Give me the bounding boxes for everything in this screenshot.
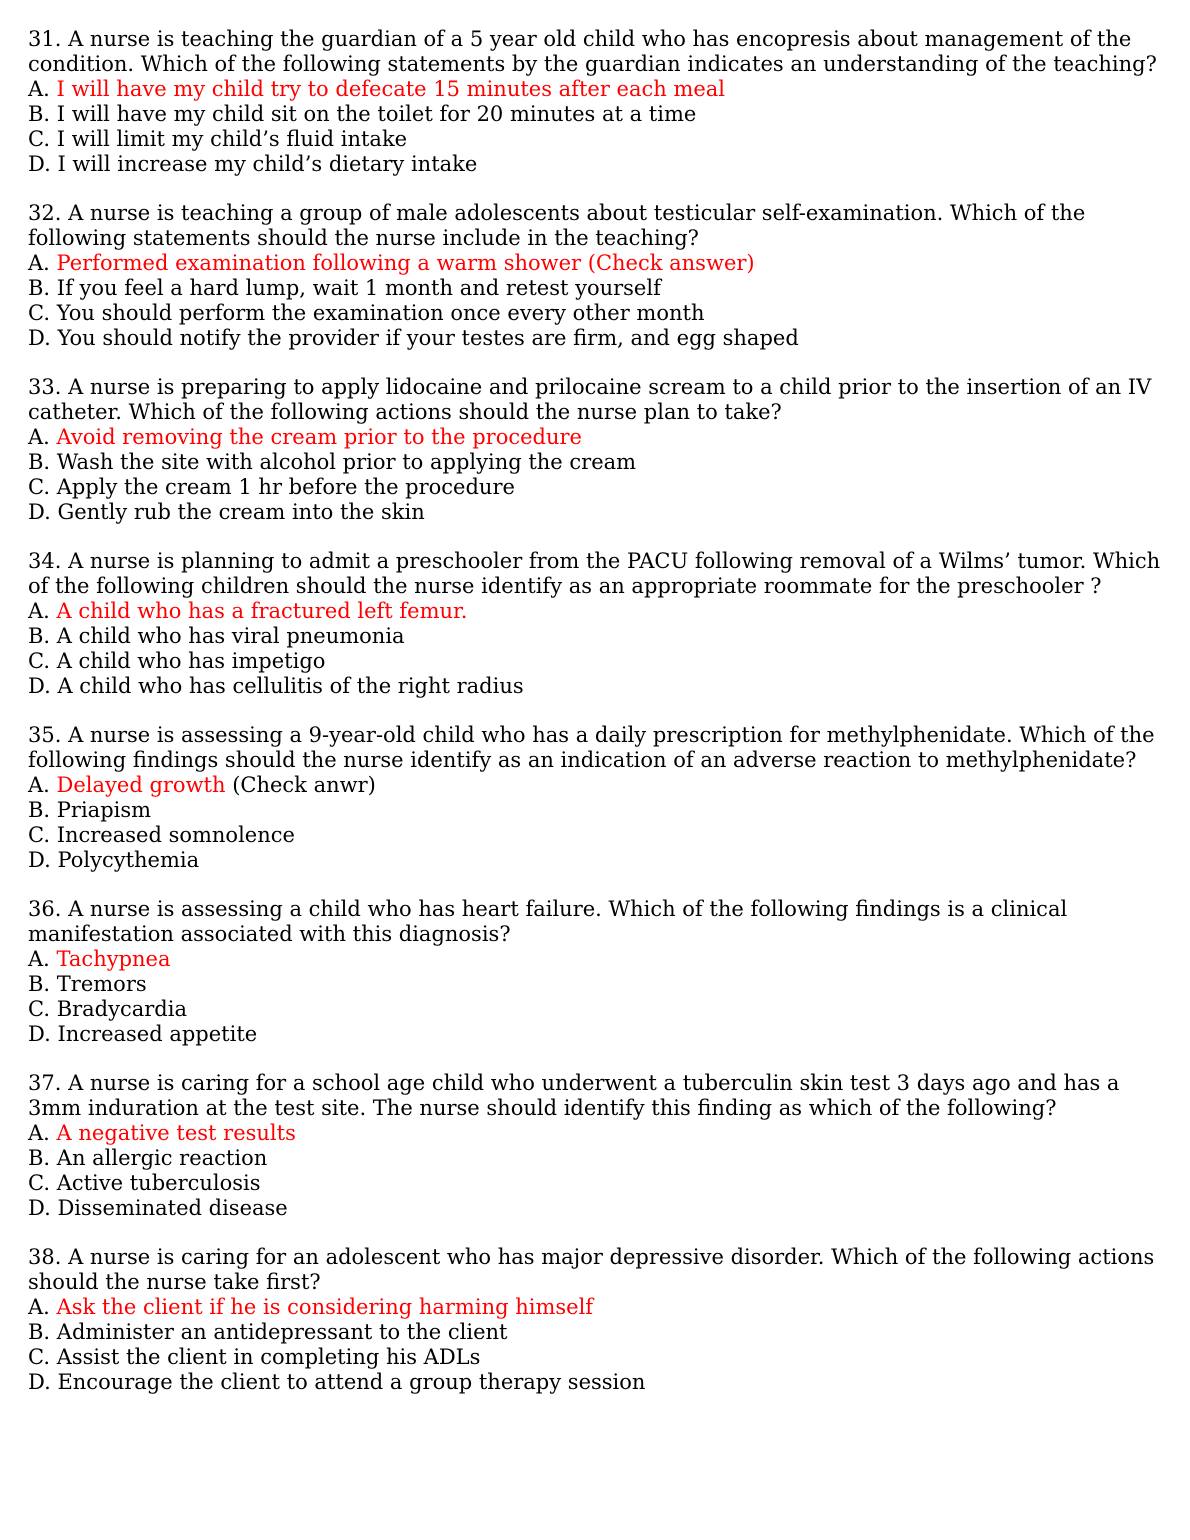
question-37: [28, 1071, 1168, 1221]
option-text: A child who has cellulitis of the right radius: [57, 674, 524, 698]
option-text: Administer an antidepressant to the client: [56, 1320, 508, 1344]
option-letter: A.: [28, 77, 50, 101]
option-d: [28, 326, 1168, 351]
answer-text: I will have my child try to defecate 15 minutes after each meal: [56, 77, 726, 101]
option-text: Priapism: [56, 798, 152, 822]
option-c: [28, 823, 1168, 848]
option-text: Disseminated disease: [57, 1196, 288, 1220]
option-d: [28, 500, 1168, 525]
option-letter: B.: [28, 1320, 51, 1344]
option-d: [28, 1022, 1168, 1047]
option-letter: B.: [28, 276, 51, 300]
option-c: [28, 1345, 1168, 1370]
option-c: [28, 301, 1168, 326]
option-letter: B.: [28, 798, 51, 822]
option-letter: D.: [28, 500, 51, 524]
option-b: [28, 1146, 1168, 1171]
option-a: [28, 425, 1168, 450]
option-text: Polycythemia: [57, 848, 200, 872]
option-letter: D.: [28, 326, 51, 350]
question-stem: 31. A nurse is teaching the guardian of a 5 year old child who has encopresis about management of the condition. Which of the following statements by the guardian indicates an understanding of the teaching?: [28, 27, 1157, 76]
option-letter: A.: [28, 773, 50, 797]
question-stem: 38. A nurse is caring for an adolescent who has major depressive disorder. Which of the following actions should the nurse take first?: [28, 1245, 1155, 1294]
option-letter: C.: [28, 1171, 50, 1195]
option-text: If you feel a hard lump, wait 1 month and retest yourself: [56, 276, 661, 300]
option-letter: A.: [28, 1121, 50, 1145]
option-letter: B.: [28, 450, 51, 474]
option-text: Gently rub the cream into the skin: [57, 500, 425, 524]
option-a: [28, 77, 1168, 102]
option-text: Tremors: [56, 972, 147, 996]
option-letter: C.: [28, 823, 50, 847]
option-d: [28, 848, 1168, 873]
option-letter: C.: [28, 649, 50, 673]
question-stem: 35. A nurse is assessing a 9-year-old child who has a daily prescription for methylphenidate. Which of the following findings should the nurse identify as an indication of an adverse reaction to methylphenidate?: [28, 723, 1155, 772]
question-stem: 36. A nurse is assessing a child who has heart failure. Which of the following findings is a clinical manifestation associated with this diagnosis?: [28, 897, 1068, 946]
option-text: I will increase my child’s dietary intake: [57, 152, 478, 176]
question-32: [28, 201, 1168, 351]
option-text: Apply the cream 1 hr before the procedure: [56, 475, 515, 499]
option-letter: C.: [28, 475, 50, 499]
question-34: [28, 549, 1168, 699]
option-text: Encourage the client to attend a group therapy session: [57, 1370, 646, 1394]
option-b: [28, 624, 1168, 649]
option-b: [28, 276, 1168, 301]
option-b: [28, 972, 1168, 997]
question-stem: 34. A nurse is planning to admit a preschooler from the PACU following removal of a Wilms’ tumor. Which of the following children should the nurse identify as an appropriate roommate for the preschooler ?: [28, 549, 1161, 598]
answer-text: Ask the client if he is considering harming himself: [56, 1295, 594, 1319]
option-c: [28, 475, 1168, 500]
option-letter: D.: [28, 674, 51, 698]
option-a: [28, 773, 1168, 798]
option-letter: B.: [28, 972, 51, 996]
option-text: Increased somnolence: [56, 823, 295, 847]
question-stem: 37. A nurse is caring for a school age child who underwent a tuberculin skin test 3 days ago and has a 3mm induration at the test site. The nurse should identify this finding as which of the following?: [28, 1071, 1120, 1120]
option-text: Active tuberculosis: [56, 1171, 261, 1195]
option-letter: A.: [28, 947, 50, 971]
option-text: A child who has impetigo: [56, 649, 326, 673]
answer-text: A child who has a fractured left femur.: [56, 599, 468, 623]
answer-text: A negative test results: [56, 1121, 296, 1145]
option-letter: A.: [28, 1295, 50, 1319]
option-d: [28, 1196, 1168, 1221]
option-text: You should notify the provider if your testes are firm, and egg shaped: [57, 326, 799, 350]
option-b: [28, 102, 1168, 127]
document-page: [28, 27, 1168, 1419]
option-a: [28, 599, 1168, 624]
question-stem: 32. A nurse is teaching a group of male adolescents about testicular self-examination. Which of the following statements should the nurse include in the teaching?: [28, 201, 1086, 250]
question-36: [28, 897, 1168, 1047]
option-letter: C.: [28, 301, 50, 325]
option-c: [28, 1171, 1168, 1196]
option-d: [28, 674, 1168, 699]
option-letter: D.: [28, 1196, 51, 1220]
option-d: [28, 152, 1168, 177]
option-text: Bradycardia: [56, 997, 187, 1021]
option-d: [28, 1370, 1168, 1395]
option-letter: A.: [28, 425, 50, 449]
option-text: Wash the site with alcohol prior to applying the cream: [56, 450, 637, 474]
answer-note: (Check anwr): [225, 773, 376, 797]
option-a: [28, 1295, 1168, 1320]
option-text: I will limit my child’s fluid intake: [56, 127, 408, 151]
option-letter: C.: [28, 997, 50, 1021]
question-stem: 33. A nurse is preparing to apply lidocaine and prilocaine scream to a child prior to the insertion of an IV catheter. Which of the following actions should the nurse plan to take?: [28, 375, 1152, 424]
option-letter: B.: [28, 102, 51, 126]
option-text: A child who has viral pneumonia: [56, 624, 405, 648]
option-a: [28, 1121, 1168, 1146]
option-letter: A.: [28, 599, 50, 623]
option-text: Assist the client in completing his ADLs: [56, 1345, 481, 1369]
option-c: [28, 127, 1168, 152]
option-letter: B.: [28, 624, 51, 648]
option-b: [28, 1320, 1168, 1345]
option-a: [28, 947, 1168, 972]
option-text: You should perform the examination once every other month: [56, 301, 705, 325]
option-c: [28, 997, 1168, 1022]
option-letter: C.: [28, 1345, 50, 1369]
option-text: Increased appetite: [57, 1022, 258, 1046]
answer-text: Tachypnea: [56, 947, 171, 971]
option-c: [28, 649, 1168, 674]
option-letter: D.: [28, 152, 51, 176]
option-letter: A.: [28, 251, 50, 275]
option-b: [28, 450, 1168, 475]
option-letter: D.: [28, 1022, 51, 1046]
answer-text: Avoid removing the cream prior to the procedure: [56, 425, 582, 449]
question-31: [28, 27, 1168, 177]
answer-text: Performed examination following a warm shower (Check answer): [56, 251, 755, 275]
option-letter: D.: [28, 1370, 51, 1394]
option-letter: B.: [28, 1146, 51, 1170]
option-letter: D.: [28, 848, 51, 872]
option-text: I will have my child sit on the toilet for 20 minutes at a time: [56, 102, 697, 126]
question-38: [28, 1245, 1168, 1395]
option-b: [28, 798, 1168, 823]
answer-text: Delayed growth: [56, 773, 226, 797]
option-text: An allergic reaction: [56, 1146, 268, 1170]
question-35: [28, 723, 1168, 873]
option-letter: C.: [28, 127, 50, 151]
question-33: [28, 375, 1168, 525]
option-a: [28, 251, 1168, 276]
